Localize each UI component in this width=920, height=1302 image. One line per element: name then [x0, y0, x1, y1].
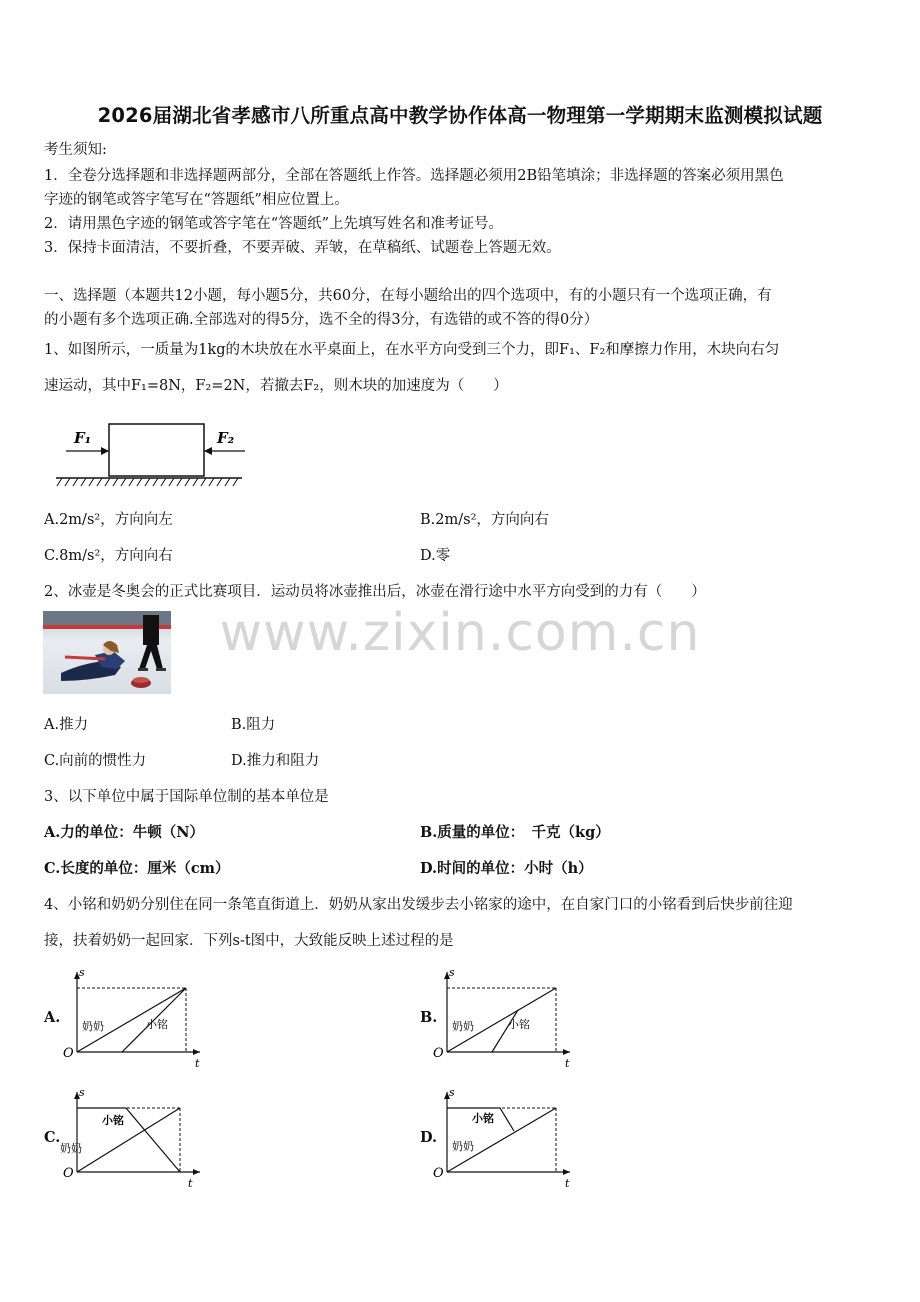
force-f1-arrowhead [101, 447, 109, 455]
t-label: t [188, 1177, 193, 1190]
s-label: s [449, 1086, 455, 1099]
q1-option-c[interactable]: C.8m/s²，方向向右 [44, 548, 173, 564]
origin-label: O [433, 1046, 444, 1061]
force-f2-arrowhead [204, 447, 212, 455]
q2-option-d[interactable]: D.推力和阻力 [231, 753, 320, 769]
curling-stone [131, 677, 151, 688]
nainai-line [77, 1108, 180, 1172]
block-force-diagram [52, 418, 252, 492]
page-title: 2026届湖北省孝感市八所重点高中教学协作体高一物理第一学期期末监测模拟试题 [97, 104, 823, 127]
xiaoming-line [492, 1010, 518, 1052]
q3-option-a[interactable]: A.力的单位：牛顿（N） [44, 824, 205, 841]
q1-option-d[interactable]: D.零 [420, 548, 451, 564]
table-hatching [57, 478, 238, 486]
xiaoming-label: 小铭 [508, 1018, 530, 1031]
t-label: t [565, 1177, 570, 1190]
notice-item: 3．保持卡面清洁，不要折叠，不要弄破、弄皱，在草稿纸、试题卷上答题无效。 [44, 240, 561, 256]
nainai-label: 奶奶 [60, 1142, 82, 1155]
section-instructions: 一、选择题（本题共12小题，每小题5分，共60分，在每小题给出的四个选项中，有的小题只有一个选项正确，有 [44, 288, 772, 304]
q3-option-b[interactable]: B.质量的单位： 千克（kg） [420, 824, 610, 841]
t-axis-arrow [193, 1169, 200, 1175]
wooden-block [109, 424, 204, 476]
q4-option-b[interactable]: B. [420, 1009, 438, 1026]
notice-item: 字迹的钢笔或答字笔写在“答题纸”相应位置上。 [44, 192, 349, 208]
question-4-text: 4、小铭和奶奶分别住在同一条笔直街道上．奶奶从家出发缓步去小铭家的途中，在自家门口的小铭看到后快步前往迎 [44, 897, 793, 913]
s-label: s [79, 1086, 85, 1099]
q3-option-c[interactable]: C.长度的单位：厘米（cm） [44, 860, 230, 877]
force-f2-label: F₂ [217, 429, 235, 447]
section-instructions: 的小题有多个选项正确.全部选对的得5分，选不全的得3分，有选错的或不答的得0分） [44, 312, 599, 328]
question-1-text: 速运动，其中F₁=8N，F₂=2N，若撤去F₂，则木块的加速度为（ ） [44, 378, 508, 394]
graph-d [430, 1086, 580, 1192]
question-3-text: 3、以下单位中属于国际单位制的基本单位是 [44, 789, 329, 805]
q1-option-b[interactable]: B.2m/s²，方向向右 [420, 512, 549, 528]
nainai-label: 奶奶 [452, 1020, 474, 1033]
t-axis-arrow [563, 1169, 570, 1175]
s-label: s [79, 966, 85, 979]
q4-option-c[interactable]: C. [44, 1129, 61, 1146]
xiaoming-label: 小铭 [146, 1018, 168, 1031]
graph-a [60, 966, 210, 1072]
q2-option-b[interactable]: B.阻力 [231, 717, 276, 733]
xiaoming-label: 小铭 [102, 1114, 124, 1127]
nainai-label: 奶奶 [82, 1020, 104, 1033]
q4-option-a[interactable]: A. [44, 1009, 61, 1026]
watermark: www.zixin.com.cn [219, 603, 701, 663]
notice-heading: 考生须知: [44, 142, 107, 158]
q2-option-c[interactable]: C.向前的惯性力 [44, 753, 147, 769]
nainai-label: 奶奶 [452, 1140, 474, 1153]
t-axis-arrow [563, 1049, 570, 1055]
q1-option-a[interactable]: A.2m/s²，方向向左 [44, 512, 173, 528]
q4-option-d[interactable]: D. [420, 1129, 438, 1146]
graph-c [60, 1086, 210, 1192]
q3-option-d[interactable]: D.时间的单位：小时（h） [420, 860, 593, 877]
t-label: t [195, 1057, 200, 1070]
notice-item: 1．全卷分选择题和非选择题两部分，全部在答题纸上作答。选择题必须用2B铅笔填涂；非选择题的答案必须用黑色 [44, 168, 784, 184]
q2-option-a[interactable]: A.推力 [44, 717, 89, 733]
force-f1-label: F₁ [74, 429, 92, 447]
origin-label: O [63, 1166, 74, 1181]
s-label: s [449, 966, 455, 979]
notice-item: 2．请用黑色字迹的钢笔或答字笔在“答题纸”上先填写姓名和准考证号。 [44, 216, 504, 232]
origin-label: O [433, 1166, 444, 1181]
question-1-text: 1、如图所示，一质量为1kg的木块放在水平桌面上，在水平方向受到三个力，即F₁、F₂和摩擦力作用，木块向右匀 [44, 342, 780, 358]
question-2-text: 2、冰壶是冬奥会的正式比赛项目．运动员将冰壶推出后，冰壶在滑行途中水平方向受到的力有（ ） [44, 584, 706, 600]
graph-b [430, 966, 580, 1072]
t-axis-arrow [193, 1049, 200, 1055]
xiaoming-label: 小铭 [472, 1112, 494, 1125]
origin-label: O [63, 1046, 74, 1061]
t-label: t [565, 1057, 570, 1070]
question-4-text: 接，扶着奶奶一起回家．下列s-t图中，大致能反映上述过程的是 [44, 933, 454, 949]
